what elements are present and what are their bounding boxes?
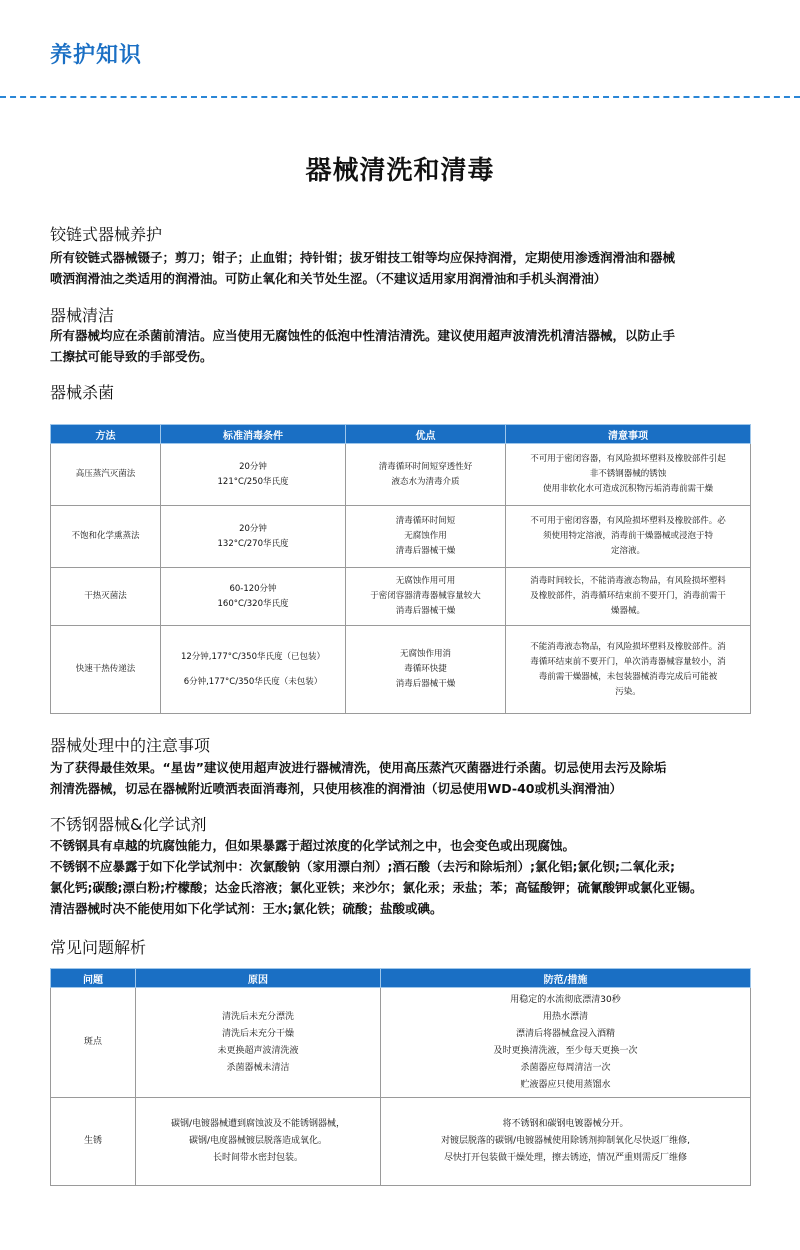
cell-line: 用热水漂清: [542, 1011, 588, 1022]
causes-cell: [136, 988, 381, 1098]
table-row: [51, 444, 751, 506]
cell-line: 尽快打开包装做干燥处理，擦去锈迹，情况严重则需反厂维修: [443, 1153, 687, 1163]
text-line: 氯化钙;碳酸;漂白粉;柠檬酸；达金氏溶液；氯化亚铁；来沙尔；氯化汞；汞盐；苯；高锰酸钾；硫氰酸钾或氯化亚锡。: [50, 880, 703, 895]
problem-cell: 斑点: [51, 988, 136, 1098]
measures-cell: [381, 988, 751, 1098]
cell-line: 液态水为清毒介质: [391, 476, 460, 487]
text-line: 所有铰链式器械镊子；剪刀；钳子；止血钳；持针钳；拔牙钳技工钳等均应保持润滑，定期使用渗透润滑油和器械: [50, 250, 676, 265]
cell-line: 燥器械。: [610, 606, 645, 616]
advantages-cell: [346, 444, 506, 506]
text-line: 清洁器械时决不能使用如下化学试剂：王水;氯化铁；硫酸；盐酸或碘。: [50, 901, 443, 916]
cell-line: 清毒循环时间短穿透性好: [378, 461, 473, 472]
cell-line: 长时间带水密封包装。: [212, 1153, 303, 1163]
cell-line: 碳钢/电度器械镀层脱落造成氧化。: [188, 1136, 328, 1146]
column-header: 方法: [51, 425, 161, 444]
condition-cell: [161, 444, 346, 506]
cell-line: 污染。: [615, 686, 641, 697]
table-row: [51, 626, 751, 714]
text-line: 不锈钢具有卓越的坑腐蚀能力，但如果暴露于超过浓度的化学试剂之中，也会变色或出现腐蚀。: [50, 838, 576, 853]
table-header-row: [51, 969, 751, 988]
column-header: 清意事项: [506, 425, 751, 444]
section-text-stainless: [50, 835, 755, 919]
cell-line: 6分钟,177°C/350华氏度（未包装）: [183, 676, 323, 687]
cell-line: 20分钟: [239, 461, 267, 472]
advantages-cell: [346, 506, 506, 568]
cell-line: 清毒循环时间短: [395, 516, 456, 526]
cell-line: 定溶液。: [610, 546, 645, 556]
section-heading-stainless: 不锈钢器械&化学试剂: [50, 815, 207, 834]
text-line: 为了获得最佳效果。“星齿”建议使用超声波进行器械清洗，使用高压蒸汽灭菌器进行杀菌。切忌使用去污及除垢: [50, 760, 667, 775]
condition-cell: [161, 626, 346, 714]
section-heading-faq: 常见问题解析: [50, 938, 147, 957]
cell-line: 160°C/320华氏度: [217, 598, 289, 609]
cell-line: 使用非软化水可造成沉积物污垢消毒前需干燥: [542, 484, 713, 494]
column-header: 优点: [346, 425, 506, 444]
text-line: 所有器械均应在杀菌前清洁。应当使用无腐蚀性的低泡中性清洁清洗。建议使用超声波清洗机清洁器械，以防止手: [50, 328, 676, 343]
advantages-cell: [346, 568, 506, 626]
cell-line: 不可用于密闭容器，有风险损坏塑料及橡胶部件。必: [530, 516, 726, 526]
column-header: 防范/措施: [381, 969, 751, 988]
document-title: 器械清洗和清毒: [305, 156, 495, 186]
text-line: 不锈钢不应暴露于如下化学试剂中：次氯酸钠（家用漂白剂）;酒石酸（去污和除垢剂）;氯化铝;氯化钡;二氧化汞;: [50, 859, 675, 874]
table-header-row: [51, 425, 751, 444]
section-text-hinge: [50, 247, 755, 289]
cell-line: 132°C/270华氏度: [217, 538, 289, 549]
table-row: [51, 568, 751, 626]
cell-line: 不可用于密闭容器，有风险损坏塑料及橡胶部件引起: [530, 454, 726, 464]
cell-line: 杀菌器应每周清洁一次: [520, 1062, 611, 1073]
table-row: [51, 1098, 751, 1186]
text-line: 喷洒润滑油之类适用的润滑油。可防止氧化和关节处生涩。（不建议适用家用润滑油和手机头润滑油）: [50, 271, 607, 286]
cell-line: 用稳定的水流彻底漂清30秒: [510, 994, 621, 1005]
header-title: 养护知识: [50, 43, 143, 68]
cell-line: 20分钟: [239, 523, 267, 534]
problem-cell: 生锈: [51, 1098, 136, 1186]
cell-line: 碳钢/电镀器械遭到腐蚀波及不能锈钢器械，: [170, 1119, 346, 1129]
cell-line: 非不锈钢器械的锈蚀: [589, 469, 667, 479]
section-heading-cleaning: 器械清洁: [50, 306, 115, 325]
cell-line: 清洗后未充分漂洗: [221, 1011, 294, 1022]
cell-line: 60-120分钟: [229, 583, 277, 594]
sterilization-table: [50, 424, 751, 714]
cell-line: 无腐蚀作用: [404, 531, 447, 541]
cell-line: 消毒后器械干燥: [395, 679, 456, 689]
cell-line: 清洗后未充分干燥: [221, 1028, 294, 1039]
cell-line: 不能消毒液态物品，有风险损坏塑料及橡胶部件。消: [530, 641, 726, 652]
causes-cell: [136, 1098, 381, 1186]
cell-line: 无腐蚀作用可用: [395, 576, 456, 586]
cell-line: 毒循环快捷: [404, 664, 447, 674]
method-cell: 快速干热传递法: [51, 626, 161, 714]
cell-line: 贮液器应只使用蒸馏水: [520, 1079, 611, 1090]
cell-line: 于密闭容器清毒器械容量较大: [370, 591, 481, 601]
cell-line: 须使用特定溶液，消毒前干燥器械或浸泡于特: [542, 531, 713, 541]
faq-table: [50, 968, 751, 1186]
condition-cell: [161, 506, 346, 568]
cell-line: 及时更换清洗液，至少每天更换一次: [493, 1045, 638, 1056]
section-heading-hinge: 铰链式器械养护: [50, 225, 163, 244]
notes-cell: [506, 444, 751, 506]
header-divider: [0, 96, 800, 98]
cell-line: 毒循环结束前不要开门，单次消毒器械容量较小，消: [530, 656, 726, 667]
cell-line: 漂清后将器械盒浸入酒精: [515, 1028, 615, 1039]
method-cell: 干热灭菌法: [51, 568, 161, 626]
cell-line: 121°C/250华氏度: [217, 476, 289, 487]
section-text-handling: [50, 757, 755, 799]
condition-cell: [161, 568, 346, 626]
table-row: [51, 988, 751, 1098]
cell-line: 消毒后器械干燥: [395, 606, 456, 616]
cell-line: 杀菌器械未清洁: [226, 1062, 290, 1073]
notes-cell: [506, 626, 751, 714]
cell-line: 及橡胶部件，消毒循环结束前不要开门，消毒前需干: [530, 591, 726, 601]
text-line: 工擦拭可能导致的手部受伤。: [50, 349, 213, 364]
cell-line: 无腐蚀作用消: [399, 649, 451, 659]
text-line: 剂清洗器械，切忌在器械附近喷洒表面消毒剂，只使用核准的润滑油（切忌使用WD-40或机头润滑油）: [50, 781, 622, 796]
notes-cell: [506, 506, 751, 568]
column-header: 原因: [136, 969, 381, 988]
cell-line: 清毒后器械干燥: [395, 546, 456, 556]
table-row: [51, 506, 751, 568]
cell-line: 对镀层脱落的碳钢/电镀器械使用除锈剂抑制氧化尽快返厂维修,: [441, 1136, 690, 1146]
method-cell: 高压蒸汽灭菌法: [51, 444, 161, 506]
cell-line: 未更换超声波清洗液: [217, 1045, 299, 1056]
notes-cell: [506, 568, 751, 626]
cell-line: 毒前需干燥器械，未包装器械消毒完成后可能被: [538, 671, 718, 682]
cell-line: 消毒时间较长，不能消毒液态物品，有风险损坏塑料: [530, 576, 726, 586]
cell-line: 将不锈钢和碳钢电镀器械分开。: [502, 1119, 629, 1129]
cell-line: 12分钟,177°C/350华氏度（已包装）: [180, 651, 325, 662]
column-header: 问题: [51, 969, 136, 988]
section-heading-sterilization: 器械杀菌: [50, 383, 115, 402]
section-heading-handling: 器械处理中的注意事项: [50, 736, 211, 755]
advantages-cell: [346, 626, 506, 714]
column-header: 标准消毒条件: [161, 425, 346, 444]
section-text-cleaning: [50, 325, 755, 367]
measures-cell: [381, 1098, 751, 1186]
method-cell: 不饱和化学熏蒸法: [51, 506, 161, 568]
